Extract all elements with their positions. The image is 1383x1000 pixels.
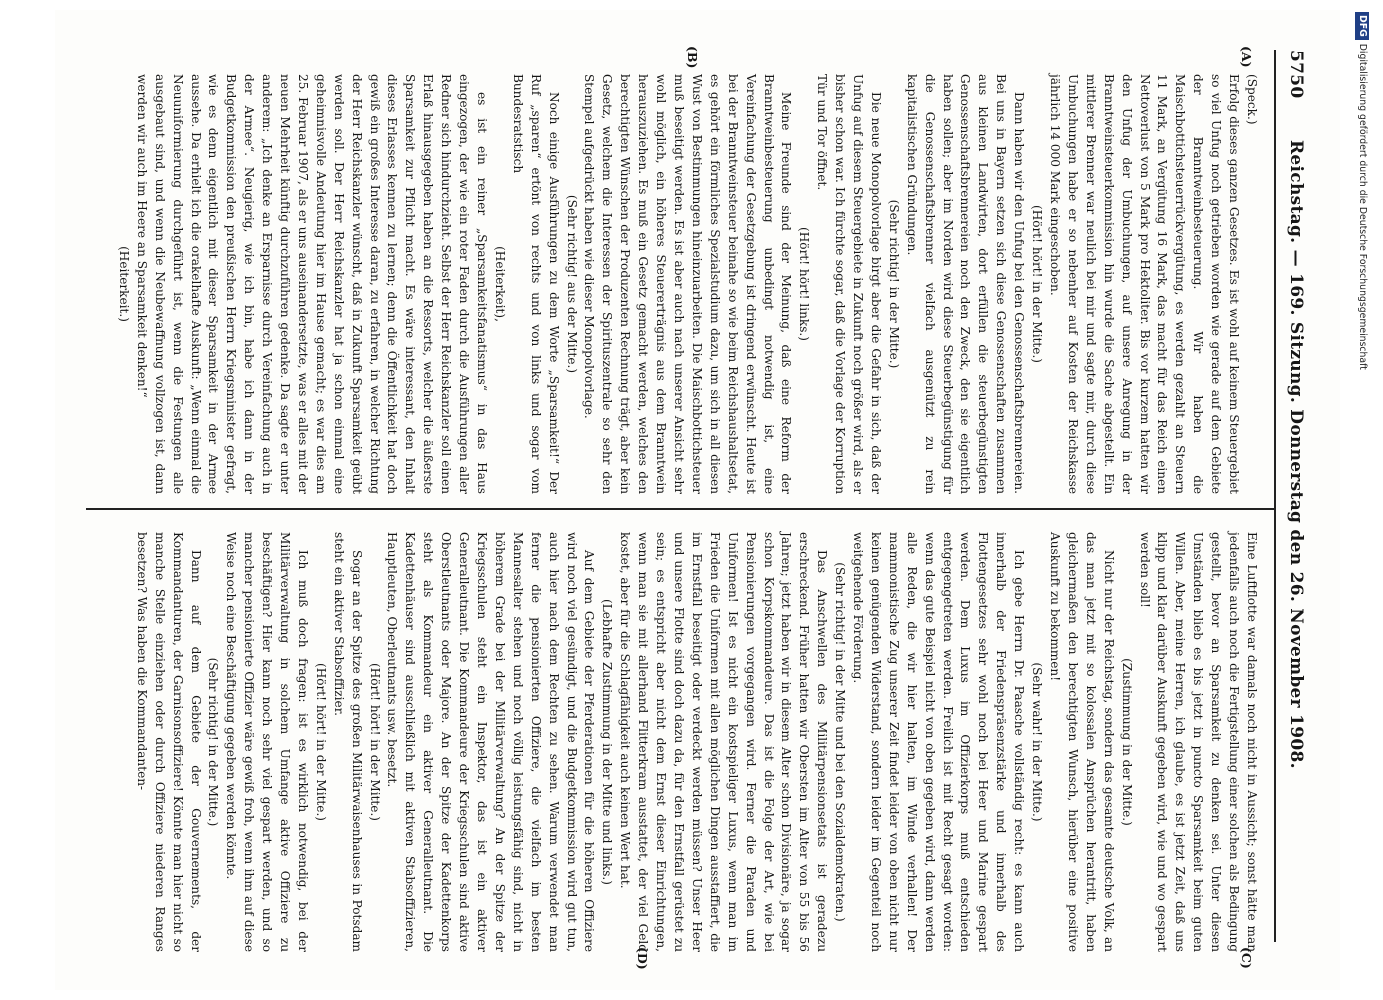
left-paragraph: Dann haben wir den Unfug bei den Genossenschaftsbrennereien. Bei uns in Bayern setzen sich diese Genossenschaften zusammen aus kleinen Landwirten, dort erfüllen die steuerbegünstigten Genossenschaftsbrennereien noch den Zweck, den sie eigentlich haben sollen; aber im Norden wird diese Steuerbegünstigung für die Genossenschaftsbrenner vielfach ausgenützt zu rein kapitalistischen Gründungen. (904, 74, 1027, 494)
column-divider (86, 508, 1276, 510)
left-interjection: (Heiterkeit.) (116, 246, 131, 322)
left-interjection: (Heiterkeit), (492, 246, 507, 322)
margin-marker-a: (A) (1239, 46, 1254, 68)
dfg-logo: DFG (1355, 12, 1369, 40)
credit-text: Digitalisierung gefördert durch die Deutsche Forschungsgemeinschaft (1357, 43, 1368, 370)
left-interjection: (Sehr richtig! in der Mitte.) (886, 199, 901, 369)
header-rule (1274, 50, 1276, 942)
page-number: 5750 (1286, 50, 1306, 99)
left-paragraph: (Speck.) (1245, 74, 1259, 125)
header-title: Reichstag. — 169. Sitzung. Donnerstag den 26. November 1908. (1286, 140, 1306, 769)
left-paragraph: Erfolg dieses ganzen Gesetzes. Es ist wohl auf keinem Steuergebiet so viel Unfug noch getrieben worden wie gerade auf dem Gebiete der Branntweinbesteuerung. Wir haben die Maischbottichsteuerrückvergütung, es werden gezahlt an Steuern 11 Mark, an Vergütung 16 Mark, das macht für das Reich einen Nettoverlust von 5 Mark pro Hektoliter. Bis vor kurzem hatten wir den Unfug der Umbuchungen, auf unsere Anregung in der Branntweinsteuerkommission hin wurde die Sache abgestellt. Ein mittlerer Brenner war neulich bei mir und sagte mir, durch diese Umbuchungen habe er so nebenher auf Kosten der Reichskasse jährlich 14 000 Mark eingeschoben. (1048, 74, 1242, 494)
right-paragraph: Eine Luftflotte war damals noch nicht in Aussicht; sonst hätte man jedenfalls auch noch die Fertigstellung einer solchen als Bedingung gestellt, bevor an Sparsamkeit zu denken sei. Unter diesen Umständen blieb es bis jetzt in puncto Sparsamkeit beim guten Willen. Aber, meine Herren, ich glaube, es ist jetzt Zeit, daß uns klipp und klar darüber Auskunft gegeben wird, wie und wo gespart werden soll! (1137, 532, 1259, 952)
margin-marker-d: (D) (635, 947, 650, 970)
right-paragraph: Das Anschwellen des Militärpensionsetats ist geradezu erschreckend. Früher hatten wir Obersten im Alter von 55 bis 56 Jahren; jetzt haben wir in diesem Alter schon Divisionäre, ja sogar schon Korpskommandeure. Das ist die Folge der Art, wie bei Pensionierungen vorgegangen wird. Ferner die Paraden und Uniformen! Ist es nicht ein kostspieliger Luxus, wenn man im Frieden die Uniformen mit allen möglichen Dingen ausstaffiert, die im Ernstfall beseitigt oder verdeckt werden müssen? Unser Heer und unsere Flotte sind doch dazu da, für den Ernstfall gerüstet zu sein; es entspricht aber nicht dem Ernst dieser Einrichtungen, wenn man sie mit allerhand Flitterkram ausstattet, der viel Geld kostet, aber für die Schlagfähigkeit auch keinen Wert hat. (618, 532, 830, 952)
right-paragraph: Dann auf dem Gebiete der Gouvernements, der Kommandanturen, der Garnisonsoffiziere! Könnte man hier nicht so manche Stelle einziehen oder durch Offiziere niederen Ranges besetzen? Was haben die Kommandanten- (134, 532, 203, 952)
right-paragraph: Ich gebe Herrn Dr. Paasche vollständig recht: es kann auch innerhalb der Friedenspräsenzstärke und innerhalb des Flottengesetzes sehr wohl noch bei Heer und Marine gespart werden. Dem Luxus im Offizierkorps muß entschieden entgegengetreten werden. Freilich ist mit Recht gesagt worden: wenn das gute Beispiel nicht von oben gegeben wird, dann werden alle Reden, die wir hier halten, im Winde verhallen! Der mammonistische Zug unserer Zeit findet leider von oben nicht nur keinen genügenden Widerstand, sondern leider im Gegenteil noch weitgehende Förderung. (851, 532, 1027, 952)
right-paragraph: Auf dem Gebiete der Pferderationen für die höheren Offiziere wird noch viel gesündigt, und die Budgetkommission wird gut tun, auch hier nach dem Rechten zu sehen. Warum verwendet man ferner die pensionierten Offiziere, die vielfach im besten Mannesalter stehen und noch völlig leistungsfähig sind, nicht in höherem Grade bei der Militärverwaltung? An der Spitze der Kriegsschulen steht ein Inspektor, das ist ein aktiver Generalleutnant. Die Kommandeure der Kriegsschulen sind aktive Oberstleutnants oder Majore. An der Spitze der Kadettenkorps steht als Kommandeur ein aktiver Generalleutnant. Die Kadettenhäuser sind ausschließlich mit aktiven Stabsoffizieren, Hauptleuten, Oberleutnants usw. besetzt. (385, 532, 597, 952)
page-header (1278, 50, 1314, 942)
left-paragraph: Noch einige Ausführungen zu dem Worte „Sparsamkeit!“ Der Ruf „sparen“ ertönt von rechts und von links und sogar vom Bundesratstisch (510, 74, 561, 494)
margin-marker-c: (C) (1239, 947, 1254, 969)
right-interjection: (Sehr richtig! in der Mitte.) (206, 657, 221, 827)
rotated-page (55, 10, 1340, 990)
right-paragraph: Nicht nur der Reichstag, sondern das gesamte deutsche Volk, an das man jetzt mit so kolossalen Ansprüchen herantritt, haben gleichermaßen den berechtigten Wunsch, hierüber eine positive Auskunft zu bekommen! (1048, 532, 1116, 952)
left-interjection: (Hört! hört! links.) (797, 227, 812, 341)
right-interjection: (Hört! hört! in der Mitte.) (367, 662, 382, 822)
right-paragraph: Sogar an der Spitze des großen Militärwaisenhauses in Potsdam steht ein aktiver Stabsoffizier. (331, 532, 364, 952)
left-column (114, 74, 1260, 494)
right-interjection: (Hört! hört! in der Mitte.) (313, 662, 328, 822)
left-interjection: (Hört! hört! in der Mitte.) (1030, 204, 1045, 364)
right-paragraph: Ich muß doch fragen: ist es wirklich notwendig, bei der Militärverwaltung in solchem Umfange aktive Offiziere zu beschäftigen? Hier kann noch sehr viel gespart werden, und so mancher pensionierte Offizier wäre gewiß froh, wenn ihm auf diese Weise noch eine Beschäftigung gegeben werden könnte. (224, 532, 310, 952)
right-column (132, 532, 1260, 952)
left-paragraph: Die neue Monopolvorlage birgt aber die Gefahr in sich, daß der Unfug auf diesem Steuergebiete in Zukunft noch größer wird, als er bisher schon war. Ich fürchte sogar, daß die Vorlage der Korruption Tür und Tor öffnet. (815, 74, 883, 494)
right-interjection: (Sehr wahr! in der Mitte.) (1030, 662, 1045, 822)
margin-marker-b: (B) (685, 46, 700, 69)
right-interjection: (Zustimmung in der Mitte.) (1119, 658, 1134, 826)
right-interjection: (Lebhafte Zustimmung in der Mitte und links.) (600, 599, 615, 885)
digitization-credit (1352, 12, 1382, 992)
left-paragraph: Meine Freunde sind der Meinung, daß eine Reform der Branntweinbesteuerung unbedingt notwendig ist, eine Vereinfachung der Gesetzgebung ist dringend erwünscht. Heute ist bei der Branntweinsteuer beinahe so wie beim Reichshaushaltsetat, es gehört ein förmliches Spezialstudium dazu, um sich in all diesen Wust von Bestimmungen hineinzuarbeiten. Die Maischbottichsteuer muß beseitigt werden. Es ist aber auch nach unserer Ansicht sehr wohl möglich, ein höheres Steuererträgnis aus dem Branntwein herauszuziehen. Es muß ein Gesetz gemacht werden, welches den berechtigten Wünschen der Produzenten Rechnung trägt, aber kein Gesetz, welchem die Interessen der Spirituszentrale so sehr den Stempel aufgedrückt haben wie dieser Monopolvorlage. (582, 74, 794, 494)
right-interjection: (Sehr richtig! in der Mitte und bei den Sozialdemokraten.) (833, 562, 848, 922)
left-paragraph: es ist ein reiner „Sparsamkeitsfanatismus“ in das Haus eingezogen, der wie ein roter Faden durch die Ausführungen aller Redner sich hindurchzieht. Selbst der Herr Reichskanzler soll einen Erlaß hinausgegeben haben an die Ressorts, welcher die äußerste Sparsamkeit zur Pflicht macht. Es wäre interessant, den Inhalt dieses Erlasses kennen zu lernen; denn die Öffentlichkeit hat doch gewiß ein großes Interesse daran, zu erfahren, in welcher Richtung der Herr Reichskanzler wünscht, daß in Zukunft Sparsamkeit geübt werden soll. Der Herr Reichskanzler hat ja schon einmal eine geheimnisvolle Andeutung hier im Hause gemacht; es war dies am 25. Februar 1907, als er uns auseinandersetzte, was er alles mit der neuen Mehrheit künftig durchzuführen gedenke. Da sagte er unter anderem: „Ich denke an Ersparnisse durch Vereinfachung auch in der Armee“. Neugierig, wie ich bin, habe ich dann in der Budgetkommission den preußischen Herrn Kriegsminister gefragt, wie es denn eigentlich mit dieser Sparsamkeit in der Armee aussehe. Da erhielt ich die orakelhafte Auskunft: „Wenn einmal die Neuuniformierung durchgeführt ist, wenn die Festungen alle ausgebaut sind, und wenn die Neubewaffnung vollzogen ist, dann werden wir auch im Heere an Sparsamkeit denken!“ (134, 74, 490, 494)
left-interjection: (Sehr richtig! aus der Mitte.) (564, 194, 579, 374)
